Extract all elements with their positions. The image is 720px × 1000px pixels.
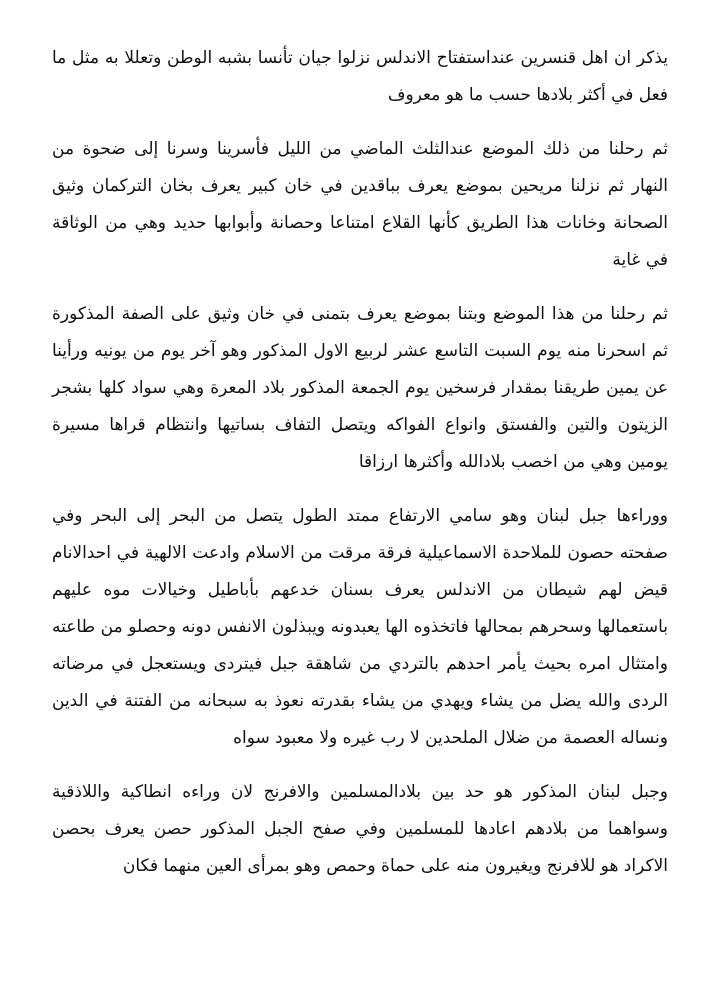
paragraph-5: وجبل لبنان المذكور هو حد بين بلادالمسلمين والافرنج لان وراءه انطاكية واللاذقية وسواهما من بلادهم اعادها للمسلمين وفي صفح الجبل المذكور حصن يعرف بحصن الاكراد هو للافرنج ويغيرون منه على حماة وحمص وهو بمرأى العين منهما فكان	[52, 782, 668, 876]
paragraph-3: ثم رحلنا من هذا الموضع وبتنا بموضع يعرف بتمنى في خان وثيق على الصفة المذكورة ثم اسحرنا منه يوم السبت التاسع عشر لربيع الاول المذكور وهو آخر يوم من يونيه ورأينا عن يمين طريقنا بمقدار فرسخين يوم الجمعة المذكور بلاد المعرة وهي سواد كلها بشجر الزيتون والتين والفستق وانواع الفواكه ويتصل التفاف بساتيها وانتظام قراها مسيرة يومين وهي من اخصب بلادالله وأكثرها ارزاقا	[52, 304, 668, 472]
paragraph-2: ثم رحلنا من ذلك الموضع عندالثلث الماضي من الليل فأسرينا وسرنا إلى ضحوة من النهار ثم نزلنا مريحين بموضع يعرف بباقدين في خان كبير يعرف بخان التركمان وثيق الصحانة وخانات هذا الطريق كأنها القلاع امتناعا وحصانة وأبوابها حديد وهي من الوثاقة في غاية	[52, 139, 668, 270]
paragraph-1: يذكر ان اهل قنسرين عنداستفتاح الاندلس نزلوا جيان تأنسا بشبه الوطن وتعللا به مثل ما فعل في أكثر بلادها حسب ما هو معروف	[52, 48, 668, 105]
paragraph-4: ووراءها جبل لبنان وهو سامي الارتفاع ممتد الطول يتصل من البحر إلى البحر وفي صفحته حصون للملاحدة الاسماعيلية فرقة مرقت من الاسلام وادعت الالهية في احدالانام قيض لهم شيطان من الاندلس يعرف بسنان خدعهم بأباطيل وخيالات موه عليهم باستعمالها وسحرهم بمحالها فاتخذوه الها يعبدونه ويبذلون الانفس دونه وحصلو من طاعته وامتثال امره بحيث يأمر احدهم بالتردي من شاهقة جبل فيتردى ويستعجل في مرضاته الردى والله يضل من يشاء ويهدي من يشاء بقدرته نعوذ به سبحانه من الفتنة في الدين ونساله العصمة من ضلال الملحدين لا رب غيره ولا معبود سواه	[52, 506, 668, 748]
